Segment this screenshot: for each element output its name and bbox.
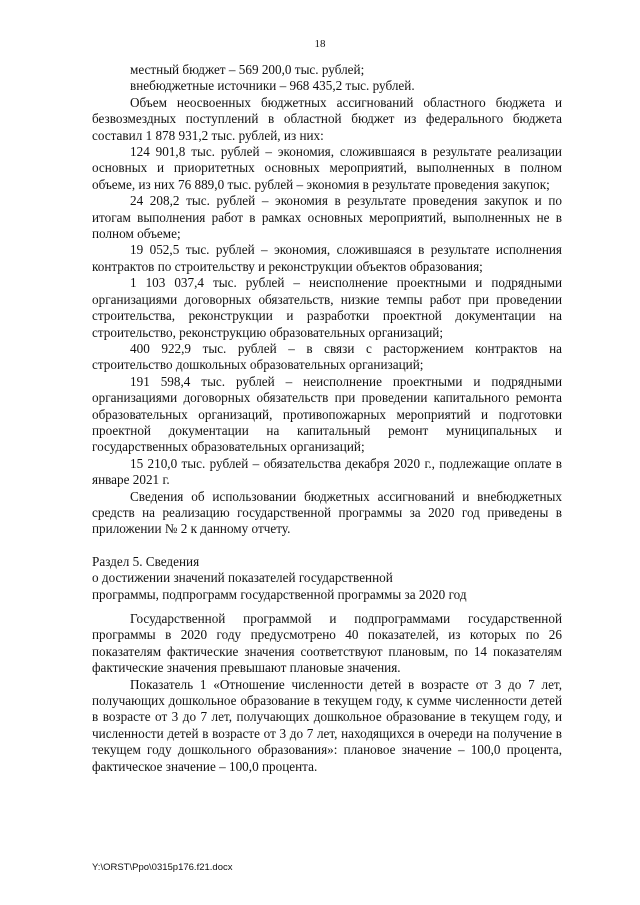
paragraph: внебюджетные источники – 968 435,2 тыс. рублей. [130,78,415,94]
section-subtitle-line-1: о достижении значений показателей государственной [92,570,393,586]
paragraph: 1 103 037,4 тыс. рублей – неисполнение проектными и подрядными организациями договорных обязательств, низкие темпы работ при проведении строительства, реконструкции и разработки проектной документации на строительство, реконструкцию образовательных организаций; [92,275,562,340]
paragraph: Объем неосвоенных бюджетных ассигнований областного бюджета и безвозмездных поступлений в областной бюджет из федерального бюджета составил 1 878 931,2 тыс. рублей, из них: [92,94,562,143]
paragraph: 191 598,4 тыс. рублей – неисполнение проектными и подрядными организациями договорных обязательств при проведении капитального ремонта образовательных организаций, противопожарных мероприятий и подготовки проектной документации на капитальный ремонт муниципальных и государственных образовательных организаций; [92,373,562,455]
paragraph: Государственной программой и подпрограммами государственной программы в 2020 году предусмотрено 40 показателей, из которых по 26 показателям фактические значения соответствуют плановым, по 14 показателям фактические значения превышают плановые значения. [92,611,562,676]
paragraph: 19 052,5 тыс. рублей – экономия, сложившаяся в результате исполнения контрактов по строительству и реконструкции объектов образования; [92,242,562,274]
paragraph: 15 210,0 тыс. рублей – обязательства декабря 2020 г., подлежащие оплате в январе 2021 г. [92,455,562,488]
footer-file-path: Y:\ORST\Ppo\0315p176.f21.docx [92,862,233,873]
paragraph: Сведения об использовании бюджетных ассигнований и внебюджетных средств на реализацию государственной программы за 2020 год приведены в приложении № 2 к данному отчету. [92,488,562,537]
paragraph: местный бюджет – 569 200,0 тыс. рублей; [130,62,365,77]
paragraph: 124 901,8 тыс. рублей – экономия, сложившаяся в результате реализации основных и приоритетных основных мероприятий, выполненных в полном объеме, из них 76 889,0 тыс. рублей – экономия в результате проведения закупок; [92,144,562,192]
section-title: Раздел 5. Сведения [92,553,200,569]
page-number: 18 [314,38,326,50]
paragraph: 24 208,2 тыс. рублей – экономия в результате проведения закупок и по итогам выполнения работ в рамках основных мероприятий, выполненных не в полном объеме; [92,193,562,242]
document-body [92,62,562,775]
section-subtitle-line-2: программы, подпрограмм государственной программы за 2020 год [92,586,467,602]
paragraph: 400 922,9 тыс. рублей – в связи с расторжением контрактов на строительство дошкольных образовательных организаций; [92,340,562,373]
paragraph: Показатель 1 «Отношение численности детей в возрасте от 3 до 7 лет, получающих дошкольное образование в текущем году, к сумме численности детей в возрасте от 3 до 7 лет, получающих дошкольное образование в текущем году, и численности детей в возрасте от 3 до 7 лет, находящихся в очереди на получение в текущем году дошкольного образования»: плановое значение – 100,0 процента, фактическое значение – 100,0 процента. [92,676,562,774]
